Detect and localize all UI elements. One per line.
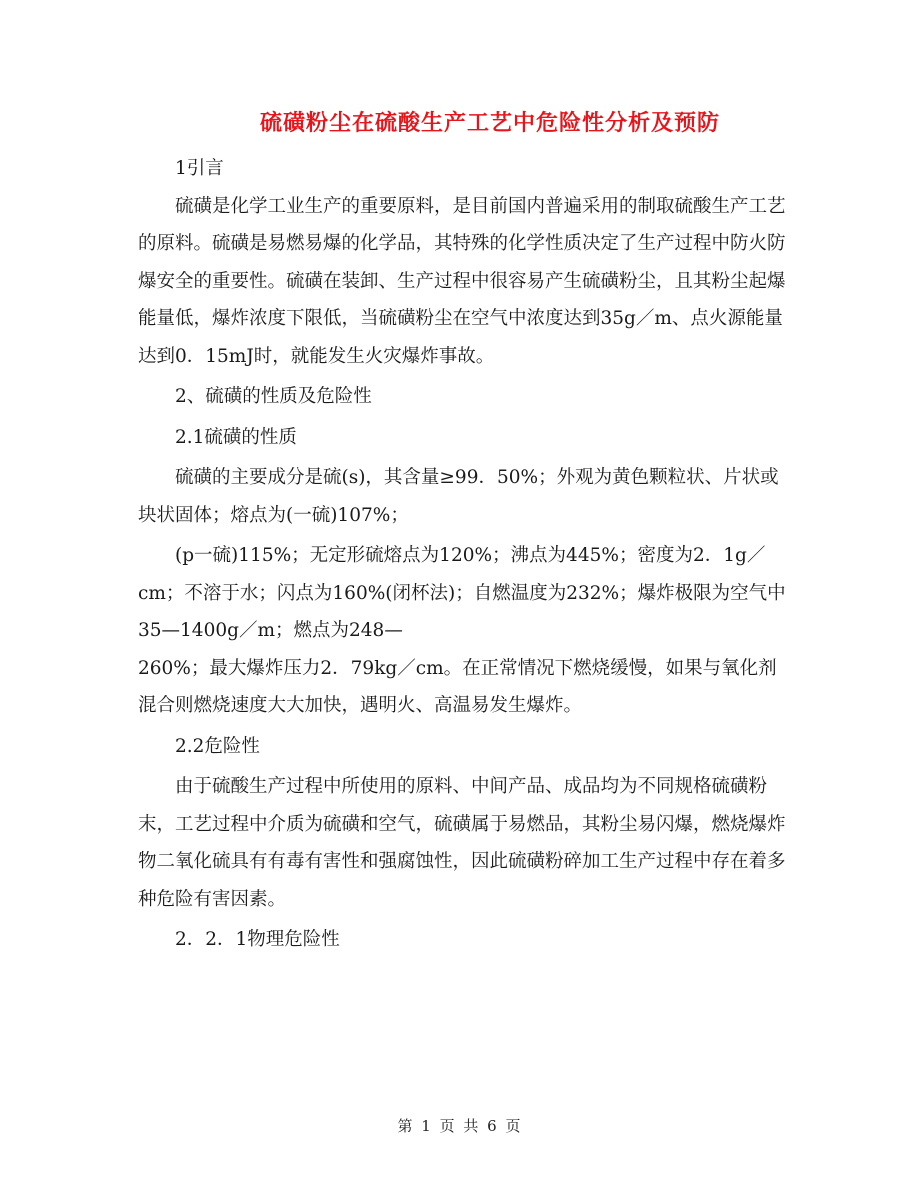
paragraph-heading-physical-hazards: 2．2．1物理危险性 [175, 929, 340, 950]
paragraph-properties-2: (p一硫)115%；无定形硫熔点为120%；沸点为445%；密度为2．1g／cm；不溶于水；闪点为160%(闭杯法)；自燃温度为232%；爆炸极限为空气中35—1400g／m；燃点为248— [138, 545, 786, 641]
paragraph-intro: 硫磺是化学工业生产的重要原料，是目前国内普遍采用的制取硫酸生产工艺的原料。硫磺是易燃易爆的化学品，其特殊的化学性质决定了生产过程中防火防爆安全的重要性。硫磺在装卸、生产过程中很容易产生硫磺粉尘，且其粉尘起爆能量低，爆炸浓度下限低，当硫磺粉尘在空气中浓度达到35g／m、点火源能量达到0．15mJ时，就能发生火灾爆炸事故。 [138, 195, 786, 367]
document-body [138, 150, 788, 959]
paragraph-heading-properties: 2.1硫磺的性质 [175, 426, 297, 448]
paragraph-hazards: 由于硫酸生产过程中所使用的原料、中间产品、成品均为不同规格硫磺粉末，工艺过程中介质为硫磺和空气，硫磺属于易燃品，其粉尘易闪爆，燃烧爆炸物二氧化硫具有有毒有害性和强腐蚀性，因此硫磺粉碎加工生产过程中存在着多种危险有害因素。 [138, 776, 786, 910]
paragraph-heading-hazards: 2.2危险性 [175, 735, 260, 757]
paragraph-properties-1: 硫磺的主要成分是硫(s)，其含量≥99．50%；外观为黄色颗粒状、片状或块状固体；熔点为(一硫)107%； [138, 467, 779, 526]
document-title: 硫磺粉尘在硫酸生产工艺中危险性分析及预防 [259, 110, 720, 136]
paragraph-heading-properties-hazards: 2、硫磺的性质及危险性 [175, 386, 372, 407]
paragraph-heading-intro: 1引言 [175, 158, 224, 179]
paragraph-properties-3: 260%；最大爆炸压力2．79kg／cm。在正常情况下燃烧缓慢，如果与氧化剂混合则燃烧速度大大加快，遇明火、高温易发生爆炸。 [138, 657, 777, 716]
page-footer: 第 1 页 共 6 页 [397, 1117, 523, 1135]
